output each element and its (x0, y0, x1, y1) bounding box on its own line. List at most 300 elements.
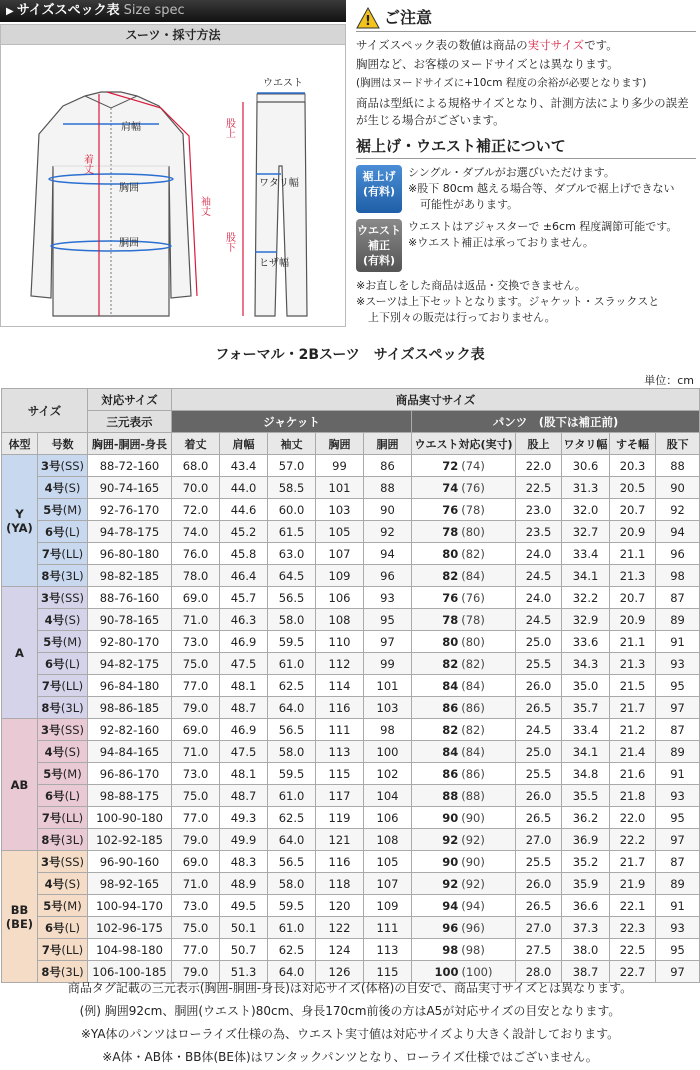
size-number-cell (38, 719, 88, 741)
label-katahaba: 肩幅 (121, 122, 141, 133)
suso-cell: 21.3 (610, 565, 656, 587)
table-row (2, 895, 700, 917)
table-row (2, 763, 700, 785)
munei-cell: 114 (316, 675, 364, 697)
col-header: すそ幅 (610, 433, 656, 455)
waist-cell (412, 675, 516, 697)
size-number: 7号 (41, 546, 62, 561)
yuki-cell: 64.0 (268, 697, 316, 719)
katahaba-cell: 48.1 (220, 763, 268, 785)
size-number: 6号 (45, 656, 65, 671)
size-letter: (M) (62, 898, 82, 913)
kitake-cell: 75.0 (172, 785, 220, 807)
watari-cell: 33.4 (562, 543, 610, 565)
yuki-cell: 61.0 (268, 785, 316, 807)
waist-actual: (88) (461, 788, 485, 803)
matashita-cell: 91 (656, 631, 700, 653)
body-type-cell (2, 719, 38, 851)
doui-cell: 86 (364, 455, 412, 477)
sangen-cell: 100-94-170 (88, 895, 172, 917)
table-title: フォーマル・2Bスーツ サイズスペック表 (215, 347, 485, 363)
size-number-cell (38, 565, 88, 587)
waist-size: 84 (442, 744, 459, 759)
size-letter: (L) (64, 656, 80, 671)
matashita-cell: 95 (656, 807, 700, 829)
katahaba-cell: 44.0 (220, 477, 268, 499)
warning-icon (356, 7, 380, 29)
hem-badge (356, 165, 402, 213)
munei-cell: 105 (316, 521, 364, 543)
size-number: 7号 (41, 810, 62, 825)
munei-cell: 121 (316, 829, 364, 851)
table-row (2, 609, 700, 631)
waist-actual: (96) (461, 920, 485, 935)
munei-cell: 113 (316, 741, 364, 763)
waist-badge-paid: (有料) (362, 254, 396, 267)
waist-actual: (76) (461, 590, 485, 605)
mataue-cell: 27.0 (516, 829, 562, 851)
size-number: 4号 (44, 876, 65, 891)
waist-badge-label: ウエスト (357, 224, 401, 237)
notice-n1: ※お直しをした商品は返品・交換できません。 (356, 279, 586, 292)
waist-cell (412, 543, 516, 565)
sangen-cell: 90-78-165 (88, 609, 172, 631)
sangen-cell: 106-100-185 (88, 961, 172, 983)
suso-cell: 21.3 (610, 653, 656, 675)
waist-cell (412, 455, 516, 477)
col-jacket-header: ジャケット (172, 411, 412, 433)
matashita-cell: 90 (656, 477, 700, 499)
waist-cell (412, 609, 516, 631)
mataue-cell: 26.5 (516, 807, 562, 829)
suso-cell: 21.1 (610, 543, 656, 565)
col-header: 号数 (38, 433, 88, 455)
size-letter: (3L) (60, 832, 84, 847)
suso-cell: 21.2 (610, 719, 656, 741)
notice-n3: 上下別々の販売は行っておりません。 (368, 311, 556, 324)
mataue-cell: 26.5 (516, 895, 562, 917)
waist-actual: (86) (461, 766, 485, 781)
munei-cell: 110 (316, 631, 364, 653)
size-letter: (3L) (60, 700, 84, 715)
suso-cell: 20.7 (610, 499, 656, 521)
size-number: 3号 (40, 722, 61, 737)
waist-actual: (98) (461, 942, 485, 957)
sangen-cell: 98-86-185 (88, 697, 172, 719)
munei-cell: 101 (316, 477, 364, 499)
label-mataue: 股上 (223, 118, 235, 138)
doui-cell: 101 (364, 675, 412, 697)
kitake-cell: 70.0 (172, 477, 220, 499)
yuki-cell: 56.5 (268, 587, 316, 609)
col-header: 胸囲-胴囲-身長 (88, 433, 172, 455)
watari-cell: 35.2 (562, 851, 610, 873)
notice-p2: 胸囲など、お客様のヌードサイズとは異なります。 (356, 57, 619, 71)
notice-title-row (356, 4, 696, 32)
suso-cell: 21.4 (610, 741, 656, 763)
suso-cell: 20.9 (610, 521, 656, 543)
kitake-cell: 73.0 (172, 895, 220, 917)
suso-cell: 22.7 (610, 961, 656, 983)
table-row (2, 587, 700, 609)
yuki-cell: 58.0 (268, 741, 316, 763)
footer-notes (0, 977, 700, 1069)
waist-size: 72 (442, 458, 459, 473)
size-letter: (S) (64, 876, 81, 891)
yuki-cell: 62.5 (268, 939, 316, 961)
matashita-cell: 98 (656, 565, 700, 587)
matashita-cell: 88 (656, 455, 700, 477)
matashita-cell: 97 (656, 961, 700, 983)
doui-cell: 107 (364, 873, 412, 895)
mataue-cell: 26.5 (516, 697, 562, 719)
body-type-alt: (BE) (5, 916, 34, 931)
body-type-cell (2, 587, 38, 719)
table-row (2, 719, 700, 741)
body-type-name: Y (15, 506, 24, 521)
body-type-cell (2, 851, 38, 983)
unit-label: 単位：cm (644, 374, 694, 387)
sangen-cell: 88-72-160 (88, 455, 172, 477)
kitake-cell: 69.0 (172, 851, 220, 873)
waist-cell (412, 785, 516, 807)
matashita-cell: 87 (656, 587, 700, 609)
table-row (2, 455, 700, 477)
table-row (2, 829, 700, 851)
yuki-cell: 58.0 (268, 873, 316, 895)
doui-cell: 99 (364, 653, 412, 675)
yuki-cell: 61.0 (268, 917, 316, 939)
munei-cell: 122 (316, 917, 364, 939)
footer-line-3: ※YA体のパンツはローライズ仕様の為、ウエスト実寸値は対応サイズより大きく設計しております。 (80, 1027, 620, 1041)
notice-p1a: サイズスペック表の数値は商品の (356, 38, 528, 52)
waist-size: 76 (442, 590, 459, 605)
notice-p1 (356, 36, 696, 55)
waist-badge-label2: 補正 (368, 239, 390, 252)
table-row (2, 939, 700, 961)
doui-cell: 92 (364, 521, 412, 543)
size-number: 3号 (40, 854, 61, 869)
suso-cell: 22.1 (610, 895, 656, 917)
table-row (2, 565, 700, 587)
watari-cell: 35.9 (562, 873, 610, 895)
katahaba-cell: 49.3 (220, 807, 268, 829)
size-number-cell (38, 697, 88, 719)
matashita-cell: 91 (656, 763, 700, 785)
size-number: 7号 (41, 942, 62, 957)
doui-cell: 98 (364, 719, 412, 741)
mataue-cell: 24.5 (516, 609, 562, 631)
size-letter: (SS) (60, 854, 85, 869)
suso-cell: 21.7 (610, 851, 656, 873)
waist-cell (412, 499, 516, 521)
kitake-cell: 77.0 (172, 675, 220, 697)
waist-cell (412, 741, 516, 763)
size-letter: (S) (64, 612, 81, 627)
waist-cell (412, 565, 516, 587)
matashita-cell: 89 (656, 741, 700, 763)
katahaba-cell: 50.1 (220, 917, 268, 939)
matashita-cell: 93 (656, 785, 700, 807)
waist-actual: (92) (461, 876, 485, 891)
col-header: 体型 (2, 433, 38, 455)
hem-badge-paid: (有料) (362, 185, 396, 198)
watari-cell: 36.2 (562, 807, 610, 829)
size-number: 6号 (45, 524, 65, 539)
body-type-name: A (15, 645, 24, 660)
matashita-cell: 97 (656, 697, 700, 719)
munei-cell: 103 (316, 499, 364, 521)
sangen-cell: 94-82-175 (88, 653, 172, 675)
mataue-cell: 24.5 (516, 719, 562, 741)
munei-cell: 126 (316, 961, 364, 983)
size-letter: (SS) (60, 722, 85, 737)
mataue-cell: 28.0 (516, 961, 562, 983)
size-number: 5号 (43, 634, 63, 649)
doui-cell: 100 (364, 741, 412, 763)
waist-size: 90 (442, 810, 459, 825)
hem-section-title: 裾上げ・ウエスト補正について (356, 137, 696, 159)
waist-size: 86 (442, 700, 459, 715)
suso-cell: 22.3 (610, 917, 656, 939)
katahaba-cell: 48.3 (220, 851, 268, 873)
doui-cell: 88 (364, 477, 412, 499)
col-size-header: サイズ (2, 389, 88, 433)
sangen-cell: 88-76-160 (88, 587, 172, 609)
matashita-cell: 87 (656, 851, 700, 873)
doui-cell: 102 (364, 763, 412, 785)
waist-cell (412, 521, 516, 543)
matashita-cell: 93 (656, 917, 700, 939)
table-row (2, 543, 700, 565)
katahaba-cell: 48.9 (220, 873, 268, 895)
label-munei: 胸囲 (119, 183, 139, 194)
hem-text2: ※股下 80cm 越える場合等、ダブルで裾上げできない (408, 182, 675, 195)
label-waist: ウエスト (263, 78, 303, 89)
waist-actual: (92) (461, 832, 485, 847)
katahaba-cell: 48.7 (220, 785, 268, 807)
watari-cell: 33.4 (562, 719, 610, 741)
waist-cell (412, 587, 516, 609)
munei-cell: 99 (316, 455, 364, 477)
size-number-cell (38, 829, 88, 851)
waist-actual: (78) (461, 612, 485, 627)
sangen-cell: 98-88-175 (88, 785, 172, 807)
size-letter: (LL) (61, 942, 84, 957)
mataue-cell: 23.0 (516, 499, 562, 521)
doui-cell: 95 (364, 609, 412, 631)
size-number: 6号 (45, 788, 65, 803)
size-number-cell (38, 939, 88, 961)
matashita-cell: 97 (656, 829, 700, 851)
kitake-cell: 78.0 (172, 565, 220, 587)
katahaba-cell: 50.7 (220, 939, 268, 961)
col-sangen-header: 三元表示 (88, 411, 172, 433)
col-header: ワタリ幅 (562, 433, 610, 455)
table-row (2, 653, 700, 675)
header-title: サイズスペック表 (16, 3, 120, 18)
size-number-cell (38, 587, 88, 609)
label-doui: 胴囲 (119, 238, 139, 249)
mataue-cell: 25.0 (516, 741, 562, 763)
size-number-cell (38, 477, 88, 499)
col-jissun-header: 商品実寸サイズ (172, 389, 700, 411)
size-number: 8号 (41, 964, 61, 979)
watari-cell: 34.1 (562, 565, 610, 587)
sangen-cell: 92-76-170 (88, 499, 172, 521)
notice-n2: ※スーツは上下セットとなります。ジャケット・スラックスと (356, 295, 660, 308)
munei-cell: 117 (316, 785, 364, 807)
suso-cell: 20.3 (610, 455, 656, 477)
kitake-cell: 77.0 (172, 807, 220, 829)
size-number-cell (38, 455, 88, 477)
svg-text:!: ! (365, 13, 371, 29)
katahaba-cell: 51.3 (220, 961, 268, 983)
sangen-cell: 92-82-160 (88, 719, 172, 741)
kitake-cell: 79.0 (172, 961, 220, 983)
katahaba-cell: 49.5 (220, 895, 268, 917)
size-number-cell (38, 675, 88, 697)
kitake-cell: 76.0 (172, 543, 220, 565)
size-number: 5号 (43, 502, 63, 517)
waist-cell (412, 719, 516, 741)
doui-cell: 111 (364, 917, 412, 939)
mataue-cell: 24.0 (516, 543, 562, 565)
matashita-cell: 89 (656, 609, 700, 631)
col-header: 着丈 (172, 433, 220, 455)
doui-cell: 104 (364, 785, 412, 807)
table-row (2, 873, 700, 895)
size-letter: (SS) (60, 590, 85, 605)
doui-cell: 93 (364, 587, 412, 609)
mataue-cell: 25.5 (516, 653, 562, 675)
waist-actual: (82) (461, 656, 485, 671)
label-matashita: 股下 (223, 232, 235, 252)
doui-cell: 90 (364, 499, 412, 521)
yuki-cell: 61.0 (268, 653, 316, 675)
size-letter: (M) (62, 634, 82, 649)
suso-cell: 21.7 (610, 697, 656, 719)
watari-cell: 37.3 (562, 917, 610, 939)
matashita-cell: 91 (656, 895, 700, 917)
mataue-cell: 24.5 (516, 565, 562, 587)
waist-actual: (86) (461, 700, 485, 715)
suso-cell: 21.1 (610, 631, 656, 653)
label-kitake: 着丈 (81, 154, 93, 174)
column-subheader-row (2, 433, 700, 455)
col-header: 胸囲 (316, 433, 364, 455)
yuki-cell: 59.5 (268, 631, 316, 653)
table-row (2, 477, 700, 499)
table-row (2, 807, 700, 829)
waist-size: 96 (442, 920, 459, 935)
size-letter: (S) (64, 480, 81, 495)
size-number-cell (38, 499, 88, 521)
waist-cell (412, 873, 516, 895)
body-type-cell (2, 455, 38, 587)
watari-cell: 32.9 (562, 609, 610, 631)
measurement-title: スーツ・採寸方法 (1, 25, 345, 45)
footer-line-1: 商品タグ記載の三元表示(胸囲-胴囲-身長)は対応サイズ(体格)の目安で、商品実寸サイズとは異なります。 (67, 981, 633, 995)
katahaba-cell: 45.8 (220, 543, 268, 565)
munei-cell: 116 (316, 697, 364, 719)
sangen-cell: 92-80-170 (88, 631, 172, 653)
kitake-cell: 71.0 (172, 609, 220, 631)
waist-cell (412, 807, 516, 829)
munei-cell: 124 (316, 939, 364, 961)
yuki-cell: 59.5 (268, 763, 316, 785)
col-header: ウエスト対応(実寸) (412, 433, 516, 455)
size-number: 3号 (40, 458, 61, 473)
waist-option (356, 219, 696, 272)
size-number: 8号 (41, 568, 61, 583)
waist-cell (412, 697, 516, 719)
col-header: 股上 (516, 433, 562, 455)
suso-cell: 21.9 (610, 873, 656, 895)
label-yuki: 袖丈 (198, 196, 210, 216)
matashita-cell: 96 (656, 543, 700, 565)
kitake-cell: 77.0 (172, 939, 220, 961)
waist-size: 80 (442, 546, 459, 561)
munei-cell: 116 (316, 851, 364, 873)
size-number: 4号 (44, 612, 65, 627)
suso-cell: 22.2 (610, 829, 656, 851)
munei-cell: 108 (316, 609, 364, 631)
watari-cell: 31.3 (562, 477, 610, 499)
watari-cell: 32.0 (562, 499, 610, 521)
notice-p1c: です。 (584, 38, 618, 52)
doui-cell: 109 (364, 895, 412, 917)
mataue-cell: 27.0 (516, 917, 562, 939)
doui-cell: 105 (364, 851, 412, 873)
katahaba-cell: 43.4 (220, 455, 268, 477)
yuki-cell: 60.0 (268, 499, 316, 521)
waist-actual: (90) (461, 854, 485, 869)
waist-size: 92 (442, 832, 459, 847)
mataue-cell: 24.0 (516, 587, 562, 609)
watari-cell: 33.6 (562, 631, 610, 653)
munei-cell: 112 (316, 653, 364, 675)
size-number-cell (38, 917, 88, 939)
kitake-cell: 71.0 (172, 741, 220, 763)
size-number-cell (38, 785, 88, 807)
table-row (2, 521, 700, 543)
munei-cell: 106 (316, 587, 364, 609)
katahaba-cell: 44.6 (220, 499, 268, 521)
waist-size: 82 (442, 568, 459, 583)
waist-size: 82 (442, 656, 459, 671)
hem-text1: シングル・ダブルがお選びいただけます。 (408, 166, 615, 179)
yuki-cell: 63.0 (268, 543, 316, 565)
table-body (2, 455, 700, 983)
measurement-panel (0, 24, 346, 327)
hem-badge-label: 裾上げ (362, 170, 396, 183)
kitake-cell: 68.0 (172, 455, 220, 477)
kitake-cell: 72.0 (172, 499, 220, 521)
header-title-en: Size spec (123, 3, 185, 18)
size-letter: (3L) (60, 568, 84, 583)
col-header: 袖丈 (268, 433, 316, 455)
doui-cell: 103 (364, 697, 412, 719)
size-number-cell (38, 609, 88, 631)
waist-cell (412, 631, 516, 653)
kitake-cell: 73.0 (172, 763, 220, 785)
col-header: 肩幅 (220, 433, 268, 455)
size-letter: (M) (62, 502, 82, 517)
notice-panel (356, 4, 696, 326)
waist-actual: (100) (461, 964, 493, 979)
katahaba-cell: 46.9 (220, 719, 268, 741)
